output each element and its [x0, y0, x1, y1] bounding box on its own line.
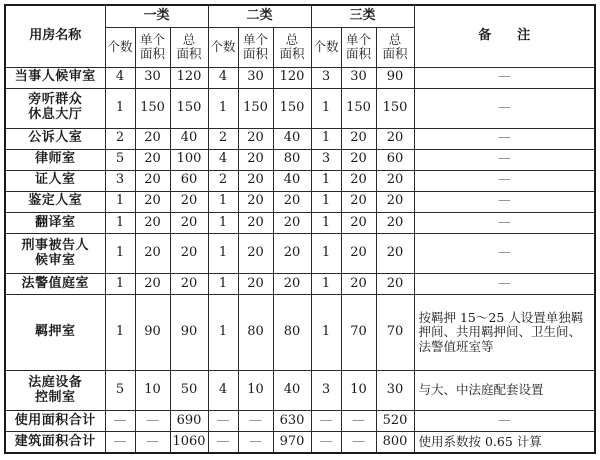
total-area-cell: 80 — [273, 295, 311, 371]
unit-area-cell: 10 — [341, 371, 376, 411]
room-name-cell: 当事人候审室 — [5, 67, 105, 88]
remark-cell: — — [414, 411, 595, 432]
total-area-cell: 800 — [376, 432, 414, 453]
total-area-cell: 20 — [376, 128, 414, 149]
unit-area-cell: 20 — [341, 274, 376, 295]
count-cell: 1 — [105, 191, 135, 212]
count-cell: 2 — [208, 128, 238, 149]
unit-area-cell: — — [341, 411, 376, 432]
unit-area-cell: 20 — [341, 234, 376, 274]
table-row — [5, 170, 595, 191]
count-cell: 4 — [208, 149, 238, 170]
total-area-cell: 20 — [170, 191, 208, 212]
count-cell: — — [311, 432, 341, 453]
unit-area-cell: 30 — [341, 67, 376, 88]
table-row — [5, 149, 595, 170]
unit-area-cell: 20 — [341, 149, 376, 170]
total-area-cell: 120 — [273, 67, 311, 88]
unit-area-cell: 20 — [135, 274, 170, 295]
count-cell: 1 — [311, 212, 341, 233]
count-cell: 1 — [105, 88, 135, 128]
count-cell: 1 — [311, 191, 341, 212]
header-total-area: 总 面积 — [273, 27, 311, 67]
total-row — [5, 432, 595, 453]
total-area-cell: 120 — [170, 67, 208, 88]
total-area-cell: 20 — [273, 212, 311, 233]
unit-area-cell: 70 — [341, 295, 376, 371]
count-cell: 1 — [208, 274, 238, 295]
unit-area-cell: 80 — [238, 295, 273, 371]
remark-cell: 与大、中法庭配套设置 — [414, 371, 595, 411]
total-area-cell: 20 — [376, 212, 414, 233]
count-cell: 1 — [208, 212, 238, 233]
total-area-cell: 40 — [273, 371, 311, 411]
unit-area-cell: 20 — [238, 170, 273, 191]
count-cell: 4 — [208, 67, 238, 88]
total-area-cell: 90 — [170, 295, 208, 371]
count-cell: 3 — [311, 371, 341, 411]
total-area-cell: 20 — [273, 234, 311, 274]
count-cell: — — [105, 411, 135, 432]
table-row — [5, 128, 595, 149]
unit-area-cell: 20 — [135, 149, 170, 170]
unit-area-cell: 20 — [135, 191, 170, 212]
unit-area-cell: — — [135, 432, 170, 453]
table-row — [5, 371, 595, 411]
table-row — [5, 88, 595, 128]
total-area-cell: 630 — [273, 411, 311, 432]
table-body — [5, 67, 595, 453]
unit-area-cell: 20 — [341, 170, 376, 191]
count-cell: 1 — [311, 170, 341, 191]
unit-area-cell: 20 — [238, 274, 273, 295]
count-cell: 4 — [105, 67, 135, 88]
count-cell: 5 — [105, 371, 135, 411]
remark-cell: — — [414, 274, 595, 295]
count-cell: — — [208, 411, 238, 432]
total-area-cell: 70 — [376, 295, 414, 371]
total-area-cell: 40 — [273, 128, 311, 149]
header-remark: 备 注 — [414, 5, 595, 67]
unit-area-cell: 150 — [238, 88, 273, 128]
total-area-cell: 50 — [170, 371, 208, 411]
header-count: 个数 — [105, 27, 135, 67]
room-name-cell: 证人室 — [5, 170, 105, 191]
total-area-cell: 20 — [170, 234, 208, 274]
table-row — [5, 234, 595, 274]
total-area-cell: 520 — [376, 411, 414, 432]
remark-cell: — — [414, 67, 595, 88]
total-area-cell: 20 — [376, 170, 414, 191]
count-cell: 1 — [208, 234, 238, 274]
header-total-area: 总 面积 — [170, 27, 208, 67]
header-total-area: 总 面积 — [376, 27, 414, 67]
total-area-cell: 20 — [273, 191, 311, 212]
table-row — [5, 274, 595, 295]
unit-area-cell: 20 — [135, 234, 170, 274]
room-name-cell: 法警值庭室 — [5, 274, 105, 295]
unit-area-cell: 20 — [238, 212, 273, 233]
unit-area-cell: 10 — [135, 371, 170, 411]
unit-area-cell: 20 — [238, 128, 273, 149]
count-cell: — — [311, 411, 341, 432]
room-name-cell: 鉴定人室 — [5, 191, 105, 212]
total-area-cell: 20 — [273, 274, 311, 295]
total-area-cell: 60 — [170, 170, 208, 191]
unit-area-cell: — — [135, 411, 170, 432]
unit-area-cell: 20 — [238, 191, 273, 212]
room-name-cell: 律师室 — [5, 149, 105, 170]
count-cell: 1 — [105, 295, 135, 371]
total-area-cell: 100 — [170, 149, 208, 170]
total-area-cell: 20 — [376, 274, 414, 295]
table-row — [5, 191, 595, 212]
room-name-cell: 公诉人室 — [5, 128, 105, 149]
total-area-cell: 690 — [170, 411, 208, 432]
total-area-cell: 1060 — [170, 432, 208, 453]
unit-area-cell: 20 — [238, 149, 273, 170]
count-cell: 1 — [208, 88, 238, 128]
total-area-cell: 40 — [170, 128, 208, 149]
count-cell: 1 — [105, 212, 135, 233]
remark-cell: — — [414, 88, 595, 128]
count-cell: 3 — [105, 170, 135, 191]
remark-cell: — — [414, 149, 595, 170]
room-name-cell: 旁听群众 休息大厅 — [5, 88, 105, 128]
header-unit-area: 单个 面积 — [238, 27, 273, 67]
header-unit-area: 单个 面积 — [135, 27, 170, 67]
room-area-table-wrapper — [4, 4, 594, 454]
total-area-cell: 80 — [273, 149, 311, 170]
count-cell: 1 — [311, 234, 341, 274]
unit-area-cell: — — [238, 411, 273, 432]
room-name-cell: 使用面积合计 — [5, 411, 105, 432]
remark-cell: — — [414, 170, 595, 191]
count-cell: 1 — [208, 295, 238, 371]
total-row — [5, 411, 595, 432]
header-count: 个数 — [311, 27, 341, 67]
unit-area-cell: 30 — [135, 67, 170, 88]
room-area-table — [4, 4, 596, 454]
room-name-cell: 刑事被告人 候审室 — [5, 234, 105, 274]
total-area-cell: 150 — [273, 88, 311, 128]
room-name-cell: 翻译室 — [5, 212, 105, 233]
count-cell: 2 — [105, 128, 135, 149]
header-class-3: 三类 — [311, 5, 414, 27]
room-name-cell: 羁押室 — [5, 295, 105, 371]
remark-cell: — — [414, 191, 595, 212]
table-row — [5, 67, 595, 88]
remark-cell: — — [414, 128, 595, 149]
unit-area-cell: 20 — [135, 212, 170, 233]
header-unit-area: 单个 面积 — [341, 27, 376, 67]
unit-area-cell: 30 — [238, 67, 273, 88]
room-name-cell: 建筑面积合计 — [5, 432, 105, 453]
unit-area-cell: — — [341, 432, 376, 453]
count-cell: 2 — [208, 170, 238, 191]
total-area-cell: 60 — [376, 149, 414, 170]
count-cell: — — [105, 432, 135, 453]
total-area-cell: 150 — [376, 88, 414, 128]
count-cell: — — [208, 432, 238, 453]
remark-cell: — — [414, 234, 595, 274]
total-area-cell: 20 — [170, 274, 208, 295]
count-cell: 1 — [311, 88, 341, 128]
unit-area-cell: — — [238, 432, 273, 453]
count-cell: 4 — [208, 371, 238, 411]
remark-cell: 按羁押 15～25 人设置单独羁押间、共用羁押间、卫生间、法警值班室等 — [414, 295, 595, 371]
unit-area-cell: 20 — [341, 191, 376, 212]
header-count: 个数 — [208, 27, 238, 67]
total-area-cell: 40 — [273, 170, 311, 191]
count-cell: 3 — [311, 149, 341, 170]
header-class-1: 一类 — [105, 5, 208, 27]
count-cell: 1 — [105, 274, 135, 295]
room-name-cell: 法庭设备 控制室 — [5, 371, 105, 411]
count-cell: 1 — [208, 191, 238, 212]
header-class-2: 二类 — [208, 5, 311, 27]
unit-area-cell: 150 — [341, 88, 376, 128]
total-area-cell: 30 — [376, 371, 414, 411]
count-cell: 1 — [311, 274, 341, 295]
unit-area-cell: 90 — [135, 295, 170, 371]
count-cell: 1 — [105, 234, 135, 274]
header-room-name: 用房名称 — [5, 5, 105, 67]
unit-area-cell: 150 — [135, 88, 170, 128]
total-area-cell: 20 — [170, 212, 208, 233]
count-cell: 5 — [105, 149, 135, 170]
total-area-cell: 20 — [376, 234, 414, 274]
count-cell: 3 — [311, 67, 341, 88]
total-area-cell: 20 — [376, 191, 414, 212]
remark-cell: 使用系数按 0.65 计算 — [414, 432, 595, 453]
unit-area-cell: 20 — [135, 170, 170, 191]
table-row — [5, 295, 595, 371]
unit-area-cell: 10 — [238, 371, 273, 411]
unit-area-cell: 20 — [341, 128, 376, 149]
count-cell: 1 — [311, 128, 341, 149]
unit-area-cell: 20 — [238, 234, 273, 274]
table-header — [5, 5, 595, 67]
count-cell: 1 — [311, 295, 341, 371]
total-area-cell: 90 — [376, 67, 414, 88]
total-area-cell: 970 — [273, 432, 311, 453]
unit-area-cell: 20 — [135, 128, 170, 149]
unit-area-cell: 20 — [341, 212, 376, 233]
table-row — [5, 212, 595, 233]
total-area-cell: 150 — [170, 88, 208, 128]
remark-cell: — — [414, 212, 595, 233]
